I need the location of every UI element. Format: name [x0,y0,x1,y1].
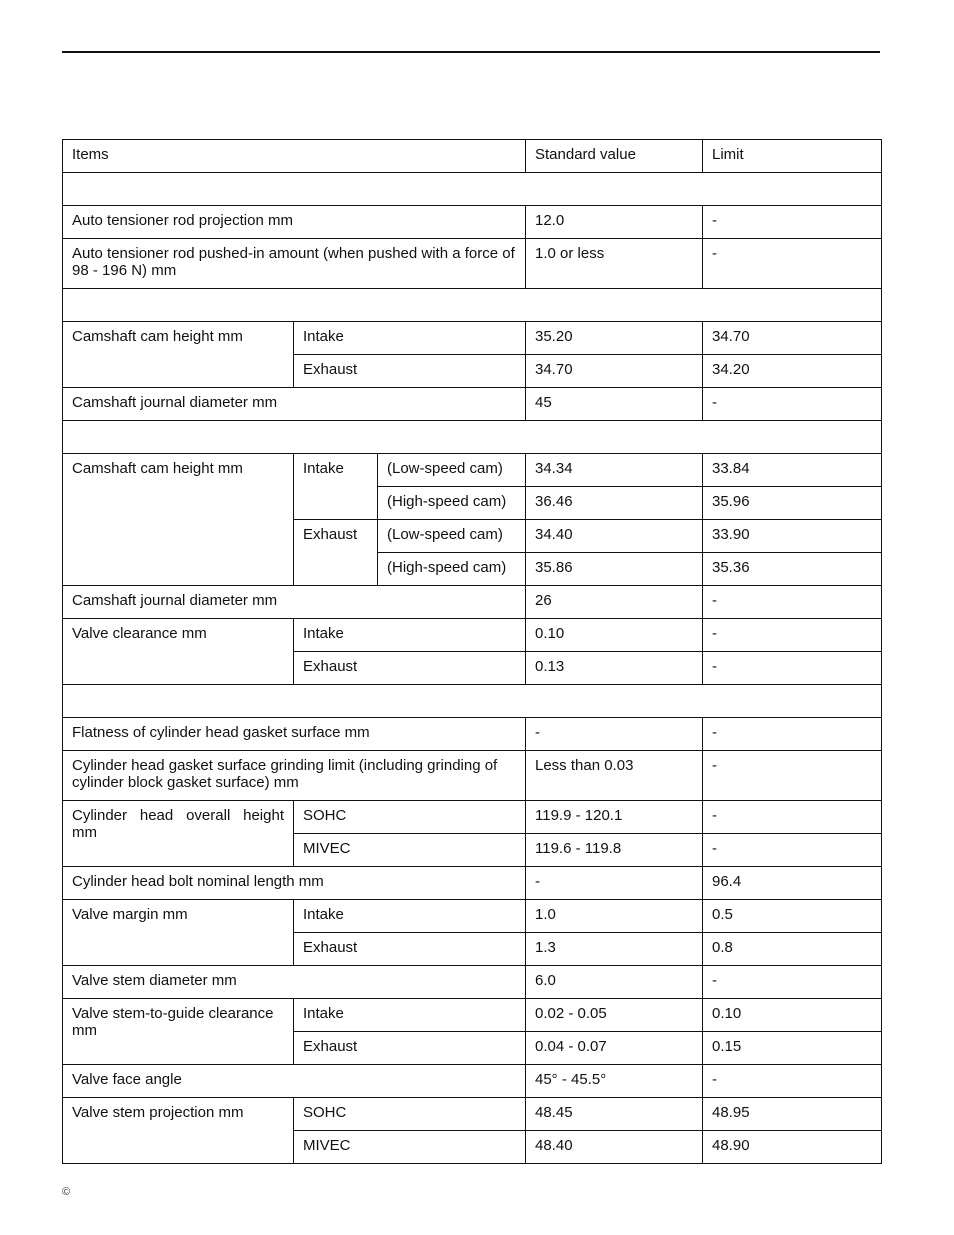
cam-type-cell: (High-speed cam) [378,553,526,586]
sub-item-cell: Exhaust [294,355,526,388]
sub-item-cell: MIVEC [294,834,526,867]
limit-cell: 34.70 [703,322,882,355]
header-items: Items [63,140,526,173]
standard-value-cell: 34.40 [526,520,703,553]
section-row [63,289,882,322]
standard-value-cell: 26 [526,586,703,619]
item-cell: Cylinder head bolt nominal length mm [63,867,526,900]
limit-cell: 34.20 [703,355,882,388]
service-spec-table [62,139,882,1164]
limit-cell: 96.4 [703,867,882,900]
limit-cell: 33.84 [703,454,882,487]
limit-cell: 0.15 [703,1032,882,1065]
item-cell: Camshaft journal diameter mm [63,586,526,619]
section-blank-cell [63,289,882,322]
section-row [63,685,882,718]
standard-value-cell: 1.0 [526,900,703,933]
table-row [63,718,882,751]
table-row [63,751,882,801]
limit-cell: 48.95 [703,1098,882,1131]
sub-item-cell: SOHC [294,801,526,834]
item-cell: Cylinder head overall height mm [63,801,294,867]
standard-value-cell: 45° - 45.5° [526,1065,703,1098]
limit-cell: - [703,801,882,834]
limit-cell: - [703,966,882,999]
limit-cell: - [703,834,882,867]
standard-value-cell: 45 [526,388,703,421]
table-row [63,966,882,999]
standard-value-cell: 12.0 [526,206,703,239]
standard-value-cell: Less than 0.03 [526,751,703,801]
limit-cell: - [703,751,882,801]
sub-item-cell: Exhaust [294,652,526,685]
section-blank-cell [63,421,882,454]
table-row [63,239,882,289]
table-row [63,619,882,652]
standard-value-cell: 0.10 [526,619,703,652]
section-blank-cell [63,173,882,206]
header-rule [62,51,880,53]
standard-value-cell: - [526,867,703,900]
item-cell: Flatness of cylinder head gasket surface mm [63,718,526,751]
table-header-row [63,140,882,173]
sub-item-cell: Exhaust [294,520,378,586]
section-row [63,173,882,206]
copyright-mark: © [62,1186,71,1198]
sub-item-cell: MIVEC [294,1131,526,1164]
limit-cell: - [703,388,882,421]
limit-cell: - [703,206,882,239]
item-cell: Auto tensioner rod pushed-in amount (when pushed with a force of 98 - 196 N) mm [63,239,526,289]
limit-cell: - [703,619,882,652]
limit-cell: - [703,239,882,289]
table-row [63,388,882,421]
standard-value-cell: - [526,718,703,751]
limit-cell: 0.8 [703,933,882,966]
standard-value-cell: 0.02 - 0.05 [526,999,703,1032]
sub-item-cell: Exhaust [294,933,526,966]
sub-item-cell: SOHC [294,1098,526,1131]
standard-value-cell: 34.70 [526,355,703,388]
section-blank-cell [63,685,882,718]
standard-value-cell: 6.0 [526,966,703,999]
table-row [63,1065,882,1098]
item-cell: Camshaft journal diameter mm [63,388,526,421]
standard-value-cell: 36.46 [526,487,703,520]
table-row [63,322,882,355]
limit-cell: 35.36 [703,553,882,586]
limit-cell: - [703,1065,882,1098]
standard-value-cell: 119.6 - 119.8 [526,834,703,867]
standard-value-cell: 1.0 or less [526,239,703,289]
cam-type-cell: (Low-speed cam) [378,520,526,553]
table-row [63,867,882,900]
standard-value-cell: 1.3 [526,933,703,966]
table-row [63,586,882,619]
standard-value-cell: 48.40 [526,1131,703,1164]
item-cell: Valve clearance mm [63,619,294,685]
sub-item-cell: Intake [294,900,526,933]
cam-type-cell: (High-speed cam) [378,487,526,520]
item-cell: Valve stem-to-guide clearance mm [63,999,294,1065]
item-cell: Valve stem projection mm [63,1098,294,1164]
limit-cell: 35.96 [703,487,882,520]
item-cell: Camshaft cam height mm [63,454,294,586]
item-cell: Cylinder head gasket surface grinding limit (including grinding of cylinder block gasket surface) mm [63,751,526,801]
standard-value-cell: 35.86 [526,553,703,586]
item-cell: Valve face angle [63,1065,526,1098]
limit-cell: - [703,652,882,685]
header-limit: Limit [703,140,882,173]
table-row [63,801,882,834]
item-cell: Valve margin mm [63,900,294,966]
standard-value-cell: 0.13 [526,652,703,685]
table-row [63,999,882,1032]
standard-value-cell: 119.9 - 120.1 [526,801,703,834]
limit-cell: - [703,718,882,751]
standard-value-cell: 0.04 - 0.07 [526,1032,703,1065]
table-row [63,1098,882,1131]
standard-value-cell: 48.45 [526,1098,703,1131]
limit-cell: - [703,586,882,619]
limit-cell: 33.90 [703,520,882,553]
table-row [63,900,882,933]
table-row [63,206,882,239]
sub-item-cell: Intake [294,454,378,520]
item-cell: Camshaft cam height mm [63,322,294,388]
section-row [63,421,882,454]
sub-item-cell: Intake [294,322,526,355]
sub-item-cell: Intake [294,999,526,1032]
cam-type-cell: (Low-speed cam) [378,454,526,487]
item-cell: Valve stem diameter mm [63,966,526,999]
limit-cell: 0.5 [703,900,882,933]
limit-cell: 0.10 [703,999,882,1032]
sub-item-cell: Intake [294,619,526,652]
standard-value-cell: 34.34 [526,454,703,487]
standard-value-cell: 35.20 [526,322,703,355]
sub-item-cell: Exhaust [294,1032,526,1065]
limit-cell: 48.90 [703,1131,882,1164]
header-standard-value: Standard value [526,140,703,173]
item-cell: Auto tensioner rod projection mm [63,206,526,239]
table-row [63,454,882,487]
